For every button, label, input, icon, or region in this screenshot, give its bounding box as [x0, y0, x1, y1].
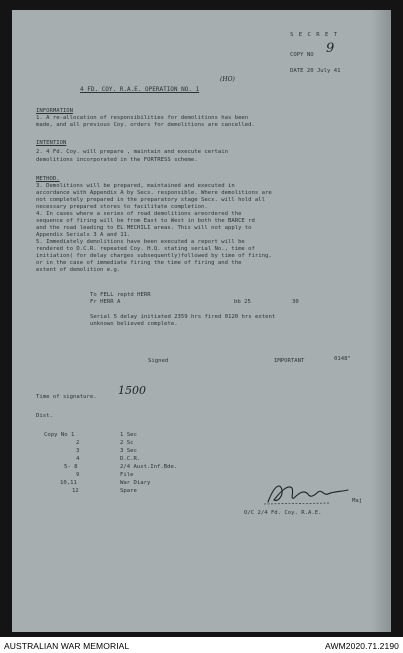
- signature-time-value: 1500: [118, 384, 146, 397]
- example-bb: bb 25: [234, 299, 251, 305]
- document-page: [12, 10, 391, 632]
- archive-footer: [0, 637, 403, 653]
- distribution-recipient: 1 Sec: [120, 432, 137, 438]
- distribution-recipient: 2/4 Aust.Inf.Bde.: [120, 464, 178, 470]
- example-time: 0148": [334, 356, 351, 362]
- title-annotation: (HO): [220, 76, 235, 83]
- distribution-copy: 4: [76, 456, 80, 462]
- information-heading: INFORMATION: [36, 108, 74, 114]
- method-line: and the road leading to EL MECHILI areas. This will not apply to: [36, 225, 252, 231]
- officer-signature: [260, 478, 363, 508]
- distribution-label: Dist.: [36, 413, 53, 419]
- method-line: Appendix Serials 3 A and 11.: [36, 232, 131, 238]
- page-edge-shadow: [371, 10, 391, 632]
- document-date: DATE 20 July 41: [290, 68, 341, 74]
- footer-institution: AUSTRALIAN WAR MEMORIAL: [4, 641, 130, 651]
- intention-line: 2. 4 Fd. Coy. will prepare , maintain and execute certain: [36, 149, 228, 155]
- method-heading: METHOD.: [36, 176, 60, 182]
- distribution-copy: 10,11: [60, 480, 77, 486]
- method-line: initiation( for delay charges subsequently)followed by time of firing,: [36, 253, 272, 259]
- example-serial-line: Serial 5 delay initiated 2359 hrs fired 0120 hrs extent: [90, 314, 276, 320]
- classification-label: S E C R E T: [290, 32, 339, 38]
- information-line: made, and all previous Coy. orders for demolitions are cancelled.: [36, 122, 255, 128]
- method-line: or in the case of immediate firing the time of firing and the: [36, 260, 242, 266]
- method-line: rendered to D.C.R. repeated Coy. H.Q. stating serial No., time of: [36, 246, 255, 252]
- distribution-copy: Copy No 1: [44, 432, 75, 438]
- distribution-copy: 12: [72, 488, 79, 494]
- example-important: IMPORTANT: [274, 358, 305, 364]
- signature-rank: Maj: [352, 498, 363, 504]
- example-from-line: Fr HERR A: [90, 299, 121, 305]
- method-line: 5. Immediately demolitions have been executed a report will be: [36, 239, 245, 245]
- example-serial-line: unknown believed complete.: [90, 321, 178, 327]
- distribution-recipient: War Diary: [120, 480, 151, 486]
- method-line: sequence of firing will be from East to West in both the BARCE rd: [36, 218, 255, 224]
- operation-title: 4 FD. COY. R.A.E. OPERATION NO. 1: [80, 86, 200, 93]
- distribution-copy: 5- 8: [64, 464, 78, 470]
- method-line: accordance with Appendix A by Secs. responsible. Where demolitions are: [36, 190, 272, 196]
- method-line: 3. Demolitions will be prepared, maintained and executed in: [36, 183, 235, 189]
- distribution-copy: 9: [76, 472, 80, 478]
- example-number: 30: [292, 299, 299, 305]
- method-line: extent of demolition e.g.: [36, 267, 121, 273]
- information-line: 1. A re-allocation of responsibilities for demolitions has been: [36, 115, 249, 121]
- distribution-recipient: D.C.R.: [120, 456, 141, 462]
- method-line: necessary prepared stores to facilitate completion.: [36, 204, 208, 210]
- signature-time-label: Time of signature.: [36, 394, 97, 400]
- distribution-copy: 2: [76, 440, 80, 446]
- distribution-recipient: 2 Sc: [120, 440, 134, 446]
- intention-heading: INTENTION: [36, 140, 67, 146]
- distribution-recipient: File: [120, 472, 134, 478]
- footer-accession-number: AWM2020.71.2190: [325, 641, 399, 651]
- method-line: 4. In cases where a series of road demolitions areordered the: [36, 211, 242, 217]
- distribution-copy: 3: [76, 448, 80, 454]
- copy-label: COPY NO: [290, 52, 314, 58]
- signature-unit: O/C 2/4 Fd. Coy. R.A.E.: [244, 510, 322, 516]
- intention-line: demolitions incorporated in the FORTRESS scheme.: [36, 157, 198, 163]
- method-line: not completely prepared in the preparatory stage Secs. will hold all: [36, 197, 266, 203]
- example-signed: Signed: [148, 358, 169, 364]
- copy-number: 9: [326, 41, 335, 56]
- distribution-recipient: Spare: [120, 488, 137, 494]
- example-to-line: To FELL reptd HERR: [90, 292, 151, 298]
- distribution-recipient: 3 Sec: [120, 448, 137, 454]
